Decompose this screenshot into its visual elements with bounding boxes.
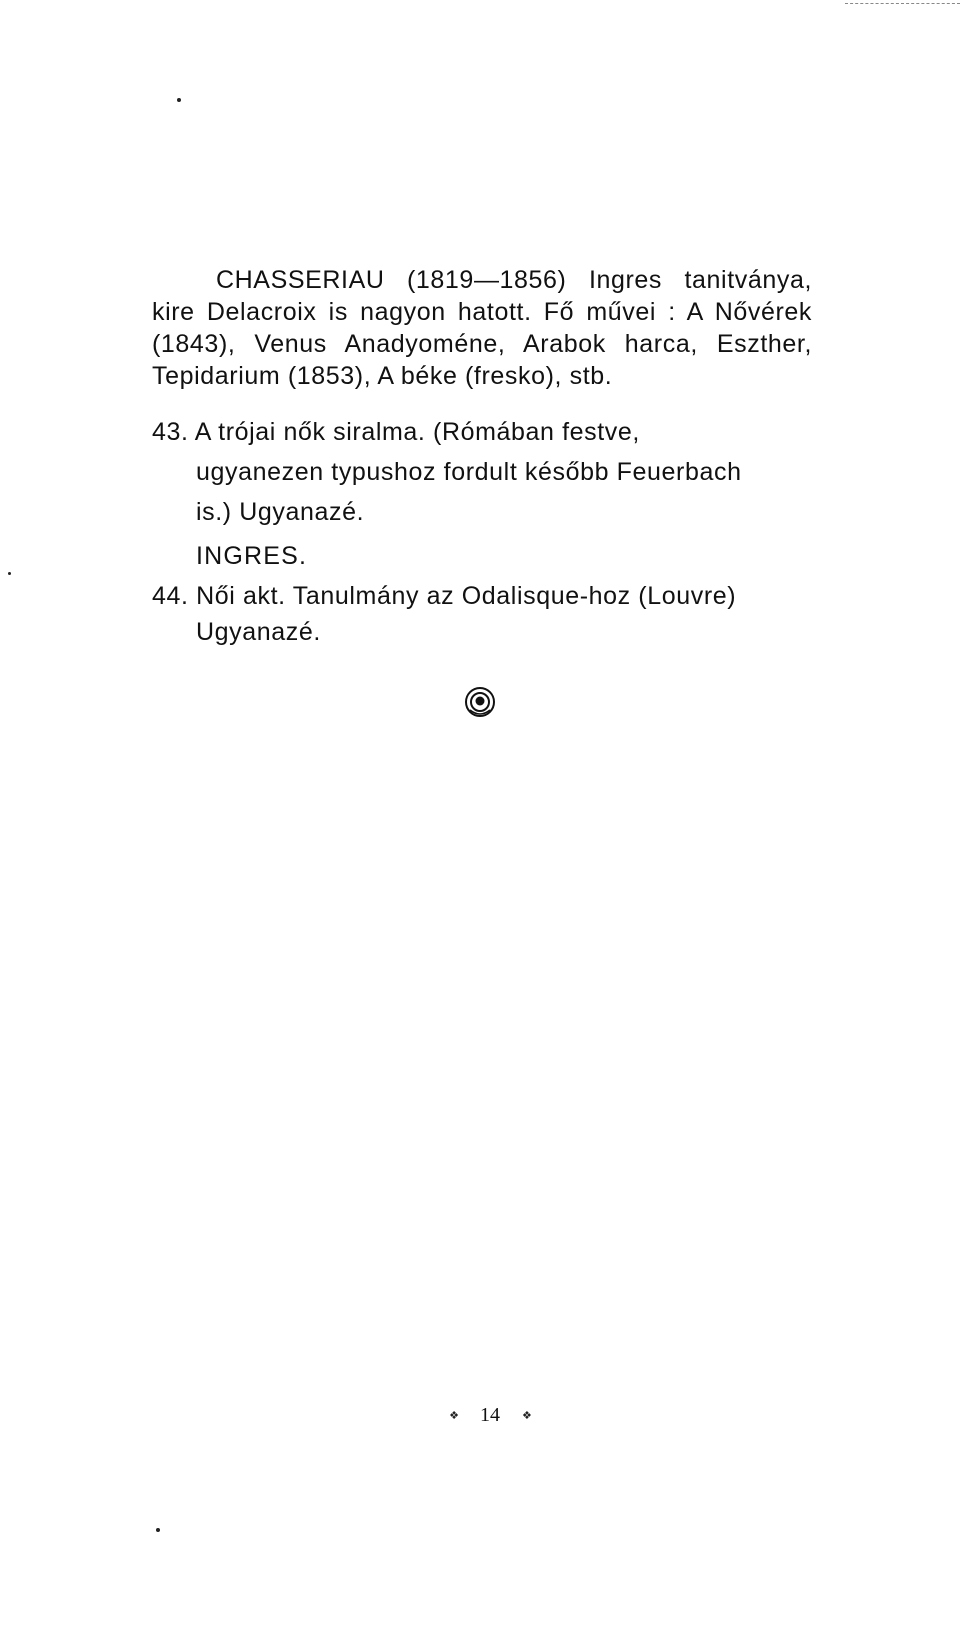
footer-ornament-left-icon: ❖ — [449, 1409, 458, 1422]
page-number: 14 — [480, 1403, 500, 1426]
page-speck — [177, 98, 181, 102]
entry-text: A trójai nők siralma. (Rómában festve, ugyanezen typushoz fordult később Feuerbach is.) Ugyanazé. — [194, 418, 742, 526]
page-speck — [156, 1528, 160, 1532]
entry-text: Női akt. Tanulmány az Odalisque-hoz (Louvre) Ugyanazé. — [196, 582, 737, 646]
page-footer — [420, 1400, 560, 1430]
catalog-entry-43 — [152, 412, 756, 532]
entry-number: 44. — [152, 582, 189, 610]
entry-number: 43. — [152, 418, 189, 446]
catalog-entry-44 — [152, 578, 756, 650]
footer-ornament-right-icon: ❖ — [522, 1409, 531, 1422]
artist-heading: INGRES. — [196, 542, 308, 570]
rosette-ornament-icon — [462, 684, 498, 720]
artist-biography: CHASSERIAU (1819—1856) Ingres tanitványa, kire Delacroix is nagyon hatott. Fő művei : A Nővérek (1843), Venus Anadyoméne, Arabok harca, Eszther, Tepidarium (1853), A béke (fresko), stb. — [152, 266, 812, 390]
top-edge-rule — [845, 3, 960, 4]
page-speck — [8, 572, 11, 575]
